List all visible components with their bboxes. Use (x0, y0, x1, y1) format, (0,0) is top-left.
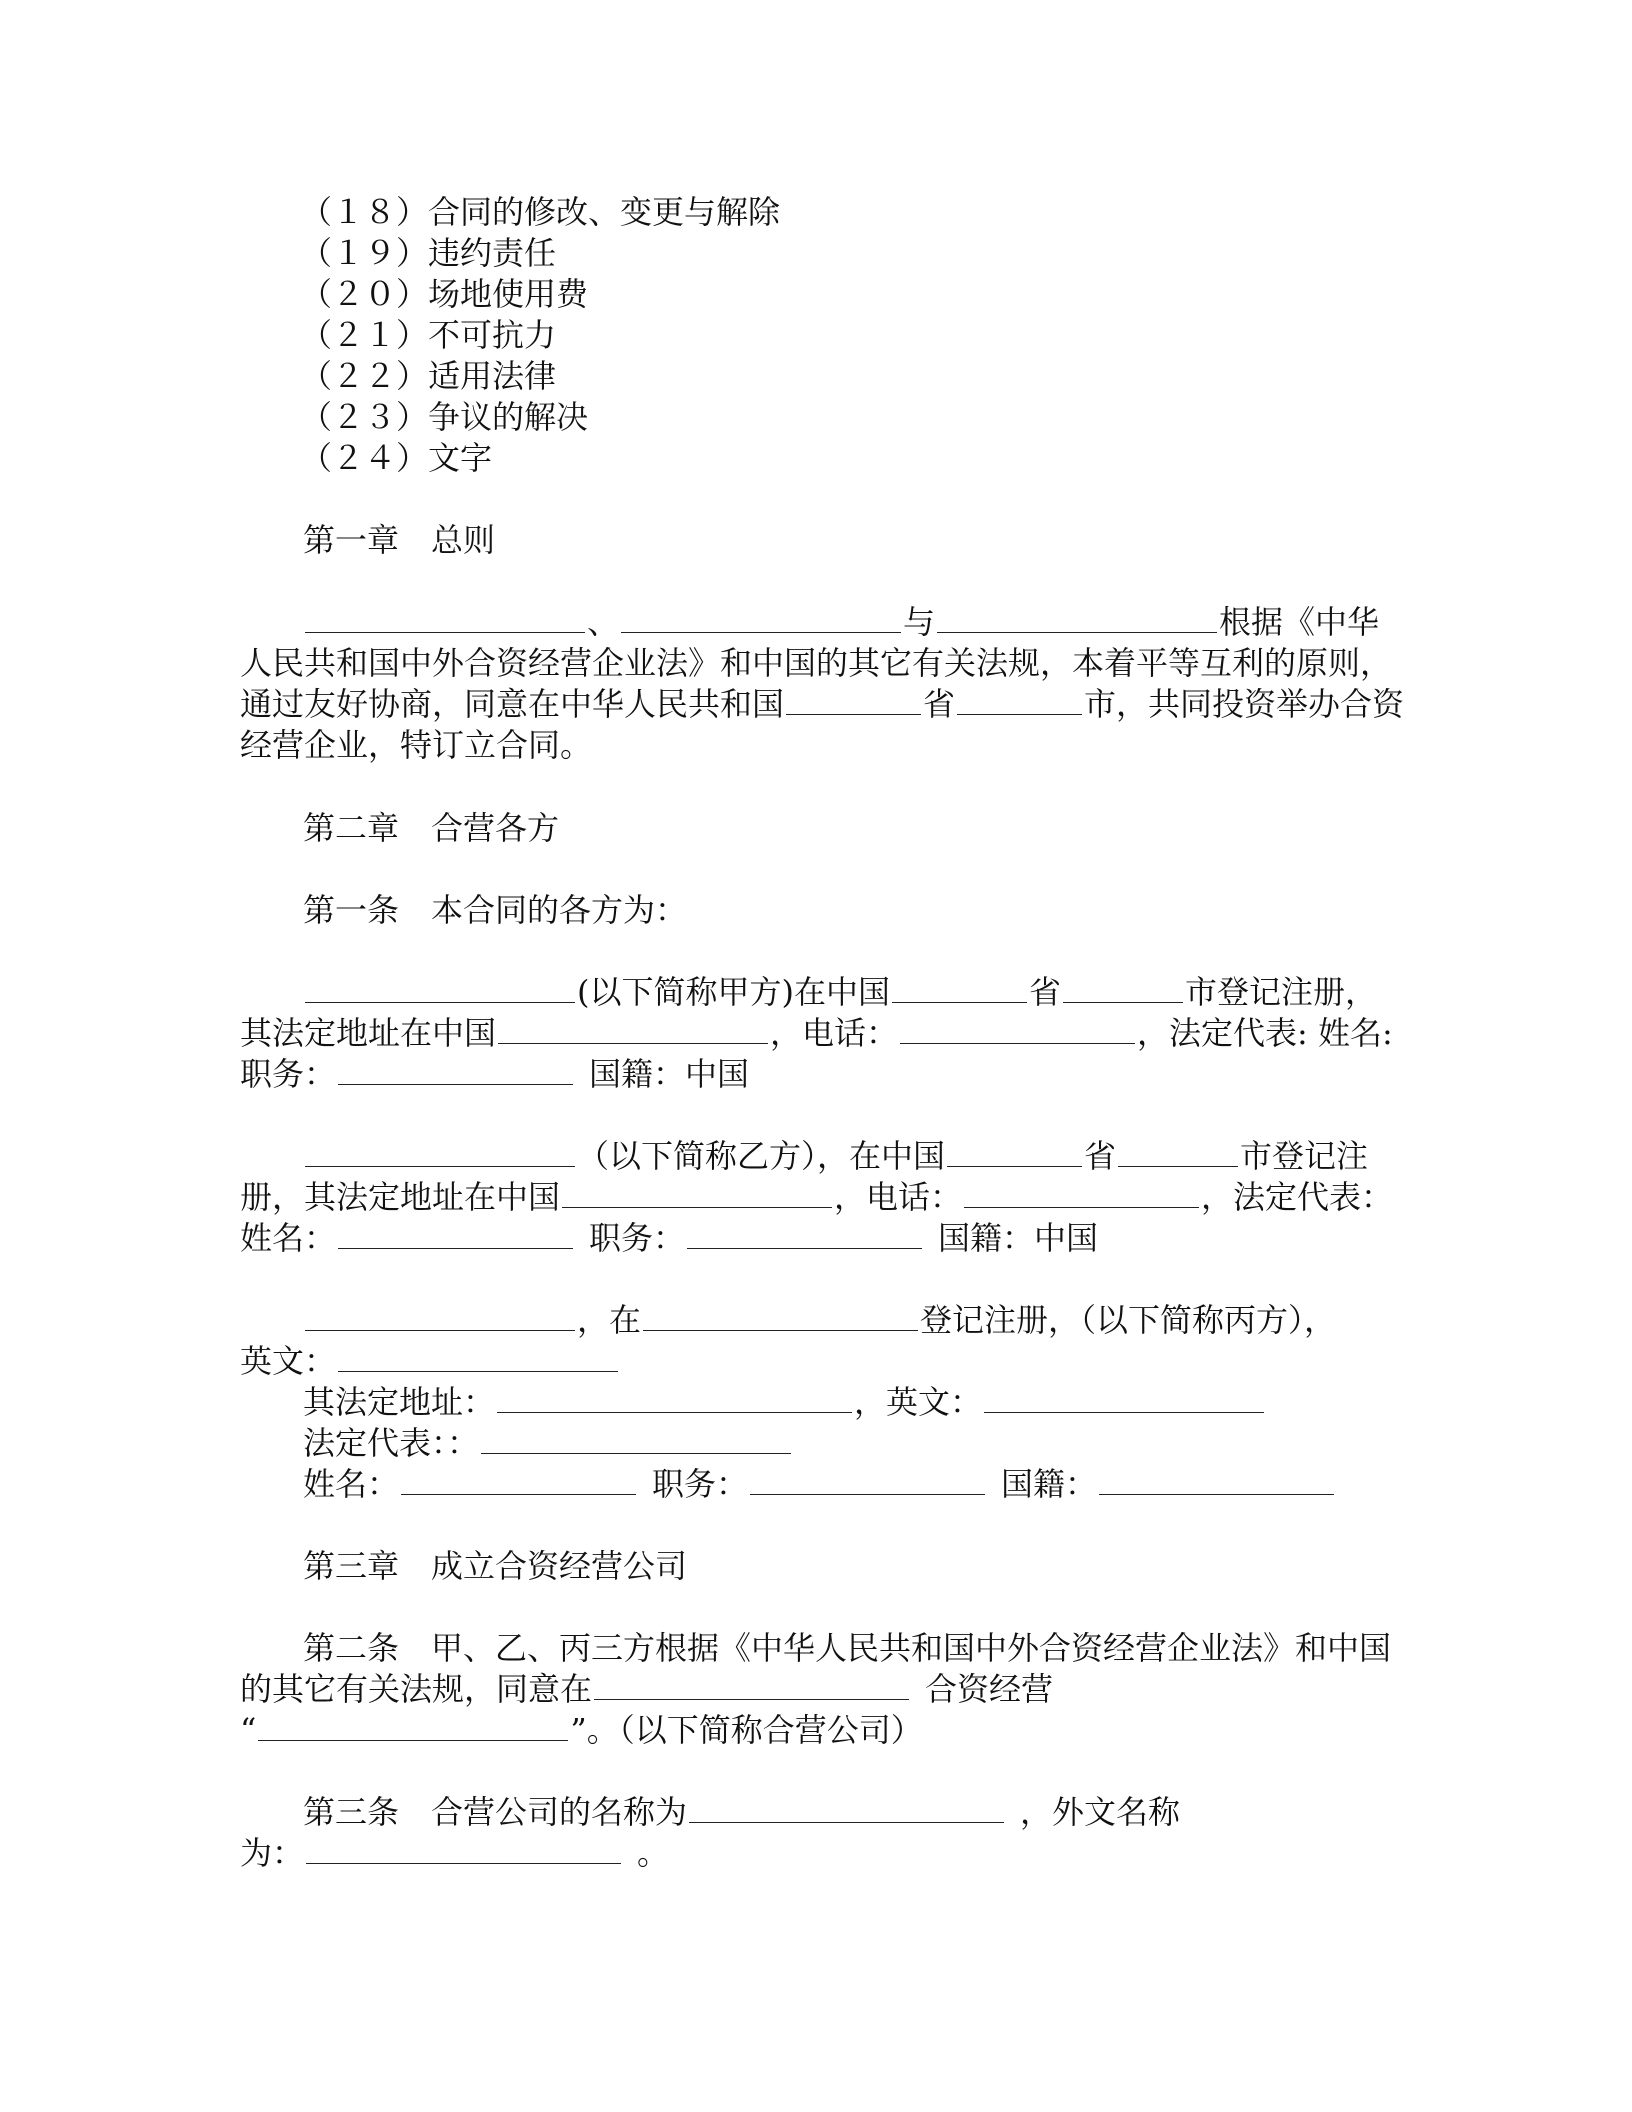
text: （以下简称乙方），在中国 (577, 1137, 946, 1175)
blank-field[interactable] (984, 1382, 1264, 1413)
party-a-line (240, 1013, 1393, 1053)
blank-field[interactable] (947, 1136, 1082, 1167)
text: ，电话： (834, 1178, 963, 1216)
text: 登记注册，（以下简称丙方）， (920, 1301, 1337, 1339)
text: 通过友好协商，同意在中华人民共和国 (240, 685, 785, 723)
blank-field[interactable] (338, 1341, 618, 1372)
text: (以下简称甲方)在中国 (577, 973, 890, 1011)
blank-field[interactable] (750, 1464, 985, 1495)
toc-item: （２２）适用法律 (300, 357, 557, 395)
toc-item: （２０）场地使用费 (300, 275, 589, 313)
party-b-line (303, 1136, 1368, 1176)
text: ，法定代表： (1201, 1178, 1394, 1216)
blank-field[interactable] (305, 1136, 575, 1167)
party-a-line (303, 972, 1377, 1012)
text: 法定代表：： (303, 1424, 480, 1462)
text: “ (240, 1711, 257, 1749)
text: 。 (637, 1834, 670, 1872)
ch1-para-line: 经营企业，特订立合同。 (240, 726, 593, 764)
blank-field[interactable] (964, 1177, 1199, 1208)
blank-field[interactable] (1099, 1464, 1334, 1495)
text: 其法定地址在中国 (240, 1014, 497, 1052)
text: 第三条 合营公司的名称为 (303, 1793, 688, 1831)
blank-field[interactable] (689, 1792, 1004, 1823)
article-3-line (240, 1833, 669, 1873)
blank-field[interactable] (562, 1177, 832, 1208)
article-1-heading: 第一条 本合同的各方为： (303, 891, 688, 929)
blank-field[interactable] (258, 1710, 568, 1741)
text: ，外文名称 (1020, 1793, 1181, 1831)
article-2-line (240, 1710, 923, 1750)
text: ，英文： (854, 1383, 983, 1421)
blank-field[interactable] (401, 1464, 636, 1495)
blank-field[interactable] (643, 1300, 918, 1331)
ch1-para-line (240, 684, 1404, 724)
blank-field[interactable] (937, 602, 1217, 633)
party-c-line (240, 1341, 620, 1381)
blank-field[interactable] (338, 1218, 573, 1249)
text: 与 (903, 603, 936, 641)
blank-field[interactable] (305, 602, 585, 633)
article-2-line: 第二条 甲、乙、丙三方根据《中华人民共和国中外合资经营企业法》和中国 (303, 1629, 1392, 1667)
text: ，在 (577, 1301, 642, 1339)
blank-field[interactable] (481, 1423, 791, 1454)
blank-field[interactable] (900, 1013, 1135, 1044)
blank-field[interactable] (957, 684, 1082, 715)
ch1-para-line (303, 602, 1379, 642)
toc-item: （２１）不可抗力 (300, 316, 557, 354)
toc-item: （１８）合同的修改、变更与解除 (300, 193, 781, 231)
text: 职务： (652, 1465, 749, 1503)
chapter-1-title: 第一章 总则 (303, 521, 496, 559)
text: 国籍：中国 (589, 1055, 750, 1093)
party-c-line (303, 1382, 1266, 1422)
blank-field[interactable] (1118, 1136, 1238, 1167)
text: 的其它有关法规，同意在 (240, 1670, 593, 1708)
ch1-para-line: 人民共和国中外合资经营企业法》和中国的其它有关法规，本着平等互利的原则， (240, 644, 1393, 682)
blank-field[interactable] (892, 972, 1027, 1003)
text: ”。（以下简称合营公司） (570, 1711, 923, 1749)
article-2-line (240, 1669, 1053, 1709)
text: 册，其法定地址在中国 (240, 1178, 561, 1216)
text: 姓名： (240, 1219, 337, 1257)
blank-field[interactable] (338, 1054, 573, 1085)
text: 省 (923, 685, 956, 723)
text: 职务： (240, 1055, 337, 1093)
text: 根据《中华 (1219, 603, 1380, 641)
text: 其法定地址： (303, 1383, 496, 1421)
toc-item: （１９）违约责任 (300, 234, 557, 272)
party-c-line (303, 1423, 793, 1463)
blank-field[interactable] (594, 1669, 909, 1700)
article-3-line (303, 1792, 1180, 1832)
blank-field[interactable] (305, 1300, 575, 1331)
text: 姓名： (303, 1465, 400, 1503)
toc-item: （２３）争议的解决 (300, 398, 589, 436)
text: ，电话： (770, 1014, 899, 1052)
blank-field[interactable] (786, 684, 921, 715)
blank-field[interactable] (1063, 972, 1183, 1003)
blank-field[interactable] (306, 1833, 621, 1864)
text: 市登记注册， (1185, 973, 1378, 1011)
text: 为： (240, 1834, 305, 1872)
toc-item: （２４）文字 (300, 439, 493, 477)
text: 合资经营 (925, 1670, 1054, 1708)
blank-field[interactable] (621, 602, 901, 633)
blank-field[interactable] (497, 1382, 852, 1413)
text: 国籍： (1001, 1465, 1098, 1503)
party-b-line (240, 1177, 1393, 1217)
blank-field[interactable] (498, 1013, 768, 1044)
text: ，法定代表: 姓名: (1137, 1014, 1393, 1052)
chapter-3-title: 第三章 成立合资经营公司 (303, 1547, 688, 1585)
party-a-line (240, 1054, 749, 1094)
text: 省 (1084, 1137, 1117, 1175)
blank-field[interactable] (305, 972, 575, 1003)
chapter-2-title: 第二章 合营各方 (303, 809, 560, 847)
blank-field[interactable] (687, 1218, 922, 1249)
text: 省 (1028, 973, 1061, 1011)
party-c-line (303, 1464, 1336, 1504)
text: 市，共同投资举办合资 (1084, 685, 1405, 723)
text: 、 (587, 603, 620, 641)
party-b-line (240, 1218, 1098, 1258)
text: 市登记注 (1240, 1137, 1369, 1175)
text: 英文： (240, 1342, 337, 1380)
party-c-line (303, 1300, 1336, 1340)
text: 职务： (589, 1219, 686, 1257)
text: 国籍：中国 (938, 1219, 1099, 1257)
